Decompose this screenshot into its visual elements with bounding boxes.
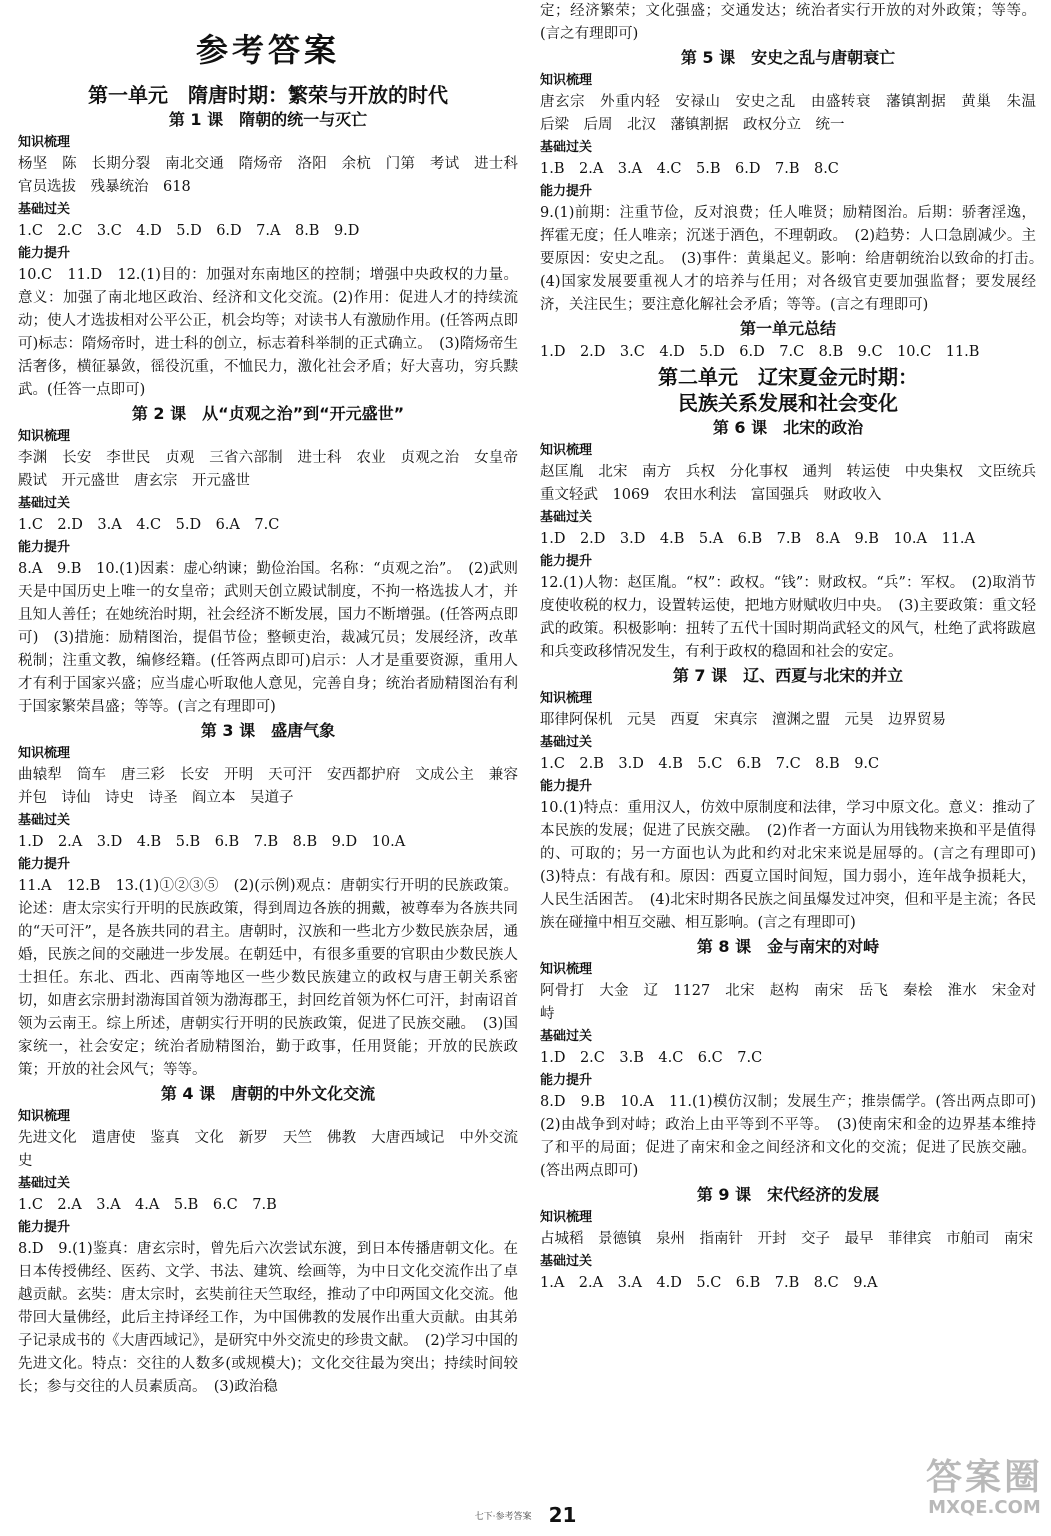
lesson-title: 第 9 课 宋代经济的发展: [696, 1185, 880, 1204]
section-heading: 知识梳理: [540, 1210, 593, 1225]
lesson-title: 第 5 课 安史之乱与唐朝衰亡: [680, 48, 896, 67]
answer-text: 10.(1)特点：重用汉人，仿效中原制度和法律，学习中原文化。意义：推动了本民族的发展；促进了民族交融。 (2)作者一方面认为用钱物来换和平是值得的、可取的；另一方面也认为此和约对北宋来说是屈辱的。(言之有理即可) (3)特点：有战有和。原因：西夏立国时间短，国力弱小，连年战争损耗大，人民生活困苦。 (4)北宋时期各民族之间虽爆发过冲突，但和平是主流；各民族在碰撞中相互交融、相互影响。(言之有理即可): [540, 800, 1051, 931]
section-heading: 基础过关: [18, 813, 71, 828]
section-heading: 基础过关: [18, 1176, 71, 1191]
answer-text: 1.C 2.D 3.A 4.C 5.D 6.A 7.C: [18, 517, 280, 533]
section-heading: 基础过关: [540, 140, 593, 155]
answer-text: 12.(1)人物：赵匡胤。“权”：政权。“钱”：财政权。“兵”：军权。 (2)取消节度使收税的权力，设置转运使，把地方财赋收归中央。 (3)主要政策：重文轻武的政策。积极影响：扭转了五代十国时期尚武轻文的风气，杜绝了武将跋扈和兵变政移情况发生，有利于政权的稳固和社会的安定。: [540, 575, 1036, 660]
section-heading: 基础过关: [540, 735, 593, 750]
lesson-title: 第 2 课 从“贞观之治”到“开元盛世”: [131, 404, 405, 423]
answer-text: 耶律阿保机 元昊 西夏 宋真宗 澶渊之盟 元昊 边界贸易: [540, 712, 946, 728]
answer-text: 定；经济繁荣；文化强盛；交通发达；统治者实行开放的对外政策；等等。(言之有理即可): [540, 3, 1036, 42]
section-heading: 能力提升: [18, 857, 71, 872]
right-column: [540, 0, 1051, 1295]
answer-text: 1.C 2.C 3.C 4.D 5.D 6.D 7.A 8.B 9.D: [18, 223, 360, 239]
answer-text: 阿骨打 大金 辽 1127 北宋 赵构 南宋 岳飞 秦桧 淮水 宋金对峙: [540, 983, 1036, 1022]
answer-text: 唐玄宗 外重内轻 安禄山 安史之乱 由盛转衰 藩镇割据 黄巢 朱温 后梁 后周 北汉 藩镇割据 政权分立 统一: [540, 94, 1051, 133]
answer-text: 1.D 2.C 3.B 4.C 6.C 7.C: [540, 1050, 763, 1066]
answer-text: 杨坚 陈 长期分裂 南北交通 隋炀帝 洛阳 余杭 门第 考试 进士科 官员选拔 残暴统治 618: [18, 156, 533, 195]
unit-title: 第二单元 辽宋夏金元时期：: [658, 365, 918, 389]
section-heading: 能力提升: [18, 540, 71, 555]
watermark-url: MXQE.COM: [928, 1497, 1041, 1518]
lesson-title: 第 3 课 盛唐气象: [200, 721, 336, 740]
answer-text: 1.D 2.D 3.C 4.D 5.D 6.D 7.C 8.B 9.C 10.C 11.B: [540, 344, 980, 360]
section-heading: 知识梳理: [540, 73, 593, 88]
footer-tag: 七下·参考答案: [474, 1511, 532, 1522]
section-heading: 能力提升: [540, 184, 593, 199]
section-heading: 能力提升: [540, 779, 593, 794]
page-number: 21: [548, 1503, 577, 1527]
section-heading: 知识梳理: [540, 691, 593, 706]
answer-text: 1.B 2.A 3.A 4.C 5.B 6.D 7.B 8.C: [540, 161, 839, 177]
page-footer: [0, 1503, 1051, 1527]
section-heading: 知识梳理: [18, 1109, 71, 1124]
answer-text: 先进文化 遣唐使 鉴真 文化 新罗 天竺 佛教 大唐西域记 中外交流史: [18, 1130, 518, 1169]
unit-title: 民族关系发展和社会变化: [678, 391, 898, 415]
lesson-title: 第 1 课 隋朝的统一与灭亡: [168, 110, 368, 129]
section-heading: 能力提升: [18, 1220, 71, 1235]
answer-text: 9.(1)前期：注重节俭，反对浪费；任人唯贤；励精图治。后期：骄奢淫逸，挥霍无度；任人唯亲；沉迷于酒色，不理朝政。 (2)趋势：人口急剧减少。主要原因：安史之乱。 (3)事件：黄巢起义。影响：给唐朝统治以致命的打击。 (4)国家发展要重视人才的培养与任用；对各级官吏要加强监督；要发展经济，关注民生；要注意化解社会矛盾；等等。(言之有理即可): [540, 205, 1051, 313]
answer-text: 8.A 9.B 10.(1)因素：虚心纳谏；勤俭治国。名称：“贞观之治”。 (2)武则天是中国历史上唯一的女皇帝；武则天创立殿试制度，不拘一格选拔人才，并且知人善任；在她统治时期，社会经济不断发展，国力不断增强。(任答两点即可) (3)措施：励精图治，提倡节俭；整顿吏治，裁减冗员；发展经济，改革税制；注重文教，编修经籍。(任答两点即可)启示：人才是重要资源，重用人才有利于国家兴盛；应当虚心听取他人意见，完善自身；统治者励精图治有利于国家繁荣昌盛；等等。(言之有理即可): [18, 561, 518, 715]
section-heading: 基础过关: [18, 202, 71, 217]
answer-text: 8.D 9.(1)鉴真：唐玄宗时，曾先后六次尝试东渡，到日本传播唐朝文化。在日本传授佛经、医药、文学、书法、建筑、绘画等，为中日文化交流作出了卓越贡献。玄奘：唐太宗时，玄奘前往天竺取经，推动了中印两国文化交流。他带回大量佛经，此后主持译经工作，为中国佛教的发展作出重大贡献。由其弟子记录成书的《大唐西域记》，是研究中外交流史的珍贵文献。 (2)学习中国的先进文化。特点：交往的人数多(或规模大)；文化交往最为突出；持续时间较长；参与交往的人员素质高。 (3)政治稳: [18, 1241, 518, 1395]
lesson-title: 第一单元总结: [739, 319, 836, 338]
answer-text: 1.D 2.D 3.D 4.B 5.A 6.B 7.B 8.A 9.B 10.A 11.A: [540, 531, 976, 547]
section-heading: 基础过关: [540, 510, 593, 525]
section-heading: 能力提升: [18, 246, 71, 261]
section-heading: 基础过关: [540, 1029, 593, 1044]
unit-title: 第一单元 隋唐时期：繁荣与开放的时代: [88, 83, 448, 107]
answer-text: 1.D 2.A 3.D 4.B 5.B 6.B 7.B 8.B 9.D 10.A: [18, 834, 406, 850]
watermark-text: 答案圈: [925, 1457, 1043, 1498]
lesson-title: 第 8 课 金与南宋的对峙: [696, 937, 880, 956]
answer-text: 李渊 长安 李世民 贞观 三省六部制 进士科 农业 贞观之治 女皇帝 殿试 开元盛世 唐玄宗 开元盛世: [18, 450, 533, 489]
left-column: [18, 0, 533, 1399]
lesson-title: 第 6 课 北宋的政治: [712, 418, 864, 437]
lesson-title: 第 4 课 唐朝的中外文化交流: [160, 1084, 376, 1103]
answer-text: 赵匡胤 北宋 南方 兵权 分化事权 通判 转运使 中央集权 文臣统兵 重文轻武 1069 农田水利法 富国强兵 财政收入: [540, 464, 1051, 503]
section-heading: 基础过关: [540, 1254, 593, 1269]
answer-text: 1.C 2.B 3.D 4.B 5.C 6.B 7.C 8.B 9.C: [540, 756, 880, 772]
section-heading: 基础过关: [18, 496, 71, 511]
section-heading: 知识梳理: [540, 443, 593, 458]
answer-text: 11.A 12.B 13.(1)①②③⑤ (2)(示例)观点：唐朝实行开明的民族政策。论述：唐太宗实行开明的民族政策，得到周边各族的拥戴，被尊奉为各族共同的“天可汗”，是各族共同的君主。唐朝时，汉族和一些北方少数民族杂居，通婚，民族之间的交融进一步发展。在朝廷中，有很多重要的官职由少数民族人士担任。东北、西北、西南等地区一些少数民族建立的政权与唐王朝关系密切，如唐玄宗册封渤海国首领为渤海郡王，封回纥首领为怀仁可汗，封南诏首领为云南王。综上所述，唐朝实行开明的民族政策，促进了民族交融。 (3)国家统一，社会安定；统治者励精图治，勤于政事，任用贤能；开放的民族政策；开放的社会风气；等等。: [18, 878, 518, 1078]
section-heading: 知识梳理: [540, 962, 593, 977]
section-heading: 能力提升: [540, 1073, 593, 1088]
answer-text: 1.C 2.A 3.A 4.A 5.B 6.C 7.B: [18, 1197, 277, 1213]
left-content: [18, 82, 533, 1399]
page-title: 参考答案: [195, 31, 340, 69]
section-heading: 知识梳理: [18, 429, 71, 444]
section-heading: 能力提升: [540, 554, 593, 569]
answer-text: 曲辕犁 筒车 唐三彩 长安 开明 天可汗 安西都护府 文成公主 兼容并包 诗仙 诗史 诗圣 阎立本 吴道子: [18, 767, 518, 806]
right-content: [540, 0, 1051, 1295]
watermark-logo: [926, 1458, 1043, 1518]
lesson-title: 第 7 课 辽、西夏与北宋的并立: [672, 666, 904, 685]
answer-text: 占城稻 景德镇 泉州 指南针 开封 交子 最早 菲律宾 市舶司 南宋: [540, 1231, 1033, 1247]
section-heading: 知识梳理: [18, 746, 71, 761]
section-heading: 知识梳理: [18, 135, 71, 150]
answer-text: 10.C 11.D 12.(1)目的：加强对东南地区的控制；增强中央政权的力量。意义：加强了南北地区政治、经济和文化交流。(2)作用：促进人才的持续流动；使人才选拔相对公平公正，机会均等；对读书人有激励作用。(任答两点即可)标志：隋炀帝时，进士科的创立，标志着科举制的正式确立。 (3)隋炀帝生活奢侈，横征暴敛，徭役沉重，不恤民力，激化社会矛盾；好大喜功，穷兵黩武。(任答一点即可): [18, 267, 518, 398]
answer-text: 8.D 9.B 10.A 11.(1)模仿汉制；发展生产；推崇儒学。(答出两点即可) (2)由战争到对峙；政治上由平等到不平等。 (3)使南宋和金的边界基本维持了和平的局面；促进了南宋和金之间经济和文化的交流；促进了民族交融。(答出两点即可): [540, 1094, 1051, 1179]
answer-text: 1.A 2.A 3.A 4.D 5.C 6.B 7.B 8.C 9.A: [540, 1275, 878, 1291]
